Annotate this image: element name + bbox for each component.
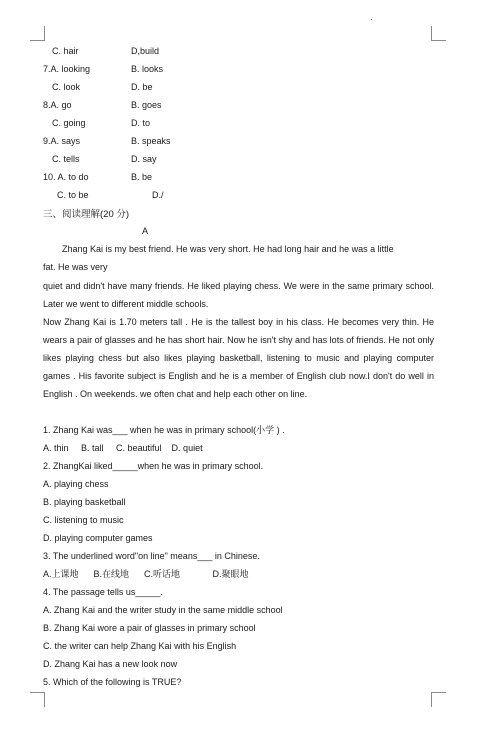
option-right: B. looks [131, 64, 164, 74]
question-5: 5. Which of the following is TRUE? [43, 677, 182, 687]
passage-label: A [142, 226, 149, 236]
option-left: C. look [52, 82, 81, 92]
question-3-options: A.上课地 B.在线地 C.听话地 D.聚眼地 [43, 569, 249, 579]
question-2-option-d: D. playing computer games [43, 533, 153, 543]
passage-line: fat. He was very [43, 262, 108, 272]
question-4-option-a: A. Zhang Kai and the writer study in the same middle school [43, 605, 283, 615]
page-speck [371, 19, 372, 20]
corner-mark-top-right [431, 26, 446, 41]
question-4-option-b: B. Zhang Kai wore a pair of glasses in primary school [43, 623, 256, 633]
option-right: D,build [131, 46, 160, 56]
option-left: 9.A. says [43, 136, 81, 146]
passage-paragraph: Now Zhang Kai is 1.70 meters tall . He is the tallest boy in his class. He becomes very thin. He wears a pair of glasses and he has short hair. Now he isn't shy and has lots of friends. He not only likes playing chess but also likes playing basketball, listening to music and playing computer games . His favorite subject is English and he is a member of English club now.I don't do well in English . On weekends. we often chat and help each other on line. [43, 317, 434, 400]
option-right: B. goes [131, 100, 162, 110]
question-2-option-c: C. listening to music [43, 515, 124, 525]
option-right: D. say [131, 154, 157, 164]
question-4-option-d: D. Zhang Kai has a new look now [43, 659, 178, 669]
question-4-option-c: C. the writer can help Zhang Kai with his English [43, 641, 237, 651]
option-left: 10. A. to do [43, 172, 89, 182]
question-1: 1. Zhang Kai was___ when he was in primary school(小学 ) . [43, 425, 285, 435]
section-title: 三、阅读理解(20 分) [43, 209, 130, 220]
option-right: D./ [152, 190, 164, 200]
option-right: D. be [131, 82, 153, 92]
corner-mark-bottom-right [431, 692, 446, 707]
option-left: C. to be [57, 190, 89, 200]
question-2-option-b: B. playing basketball [43, 497, 126, 507]
question-3: 3. The underlined word"on line" means___ in Chinese. [43, 551, 260, 561]
question-4: 4. The passage tells us_____. [43, 587, 163, 597]
option-right: B. speaks [131, 136, 171, 146]
question-2-option-a: A. playing chess [43, 479, 109, 489]
question-2: 2. ZhangKai liked_____when he was in primary school. [43, 461, 264, 471]
option-left: C. hair [52, 46, 79, 56]
option-left: C. going [52, 118, 86, 128]
option-right: B. be [131, 172, 153, 182]
option-left: 8.A. go [43, 100, 72, 110]
corner-mark-bottom-left [30, 692, 45, 707]
corner-mark-top-left [30, 26, 45, 41]
passage-line: Zhang Kai is my best friend. He was very short. He had long hair and he was a little [62, 244, 394, 254]
question-1-options: A. thin B. tall C. beautiful D. quiet [43, 443, 203, 453]
option-right: D. to [131, 118, 151, 128]
option-left: 7.A. looking [43, 64, 91, 74]
option-left: C. tells [52, 154, 80, 164]
passage-paragraph: quiet and didn't have many friends. He liked playing chess. We were in the same primary school. Later we went to different middle schools. [43, 281, 434, 310]
